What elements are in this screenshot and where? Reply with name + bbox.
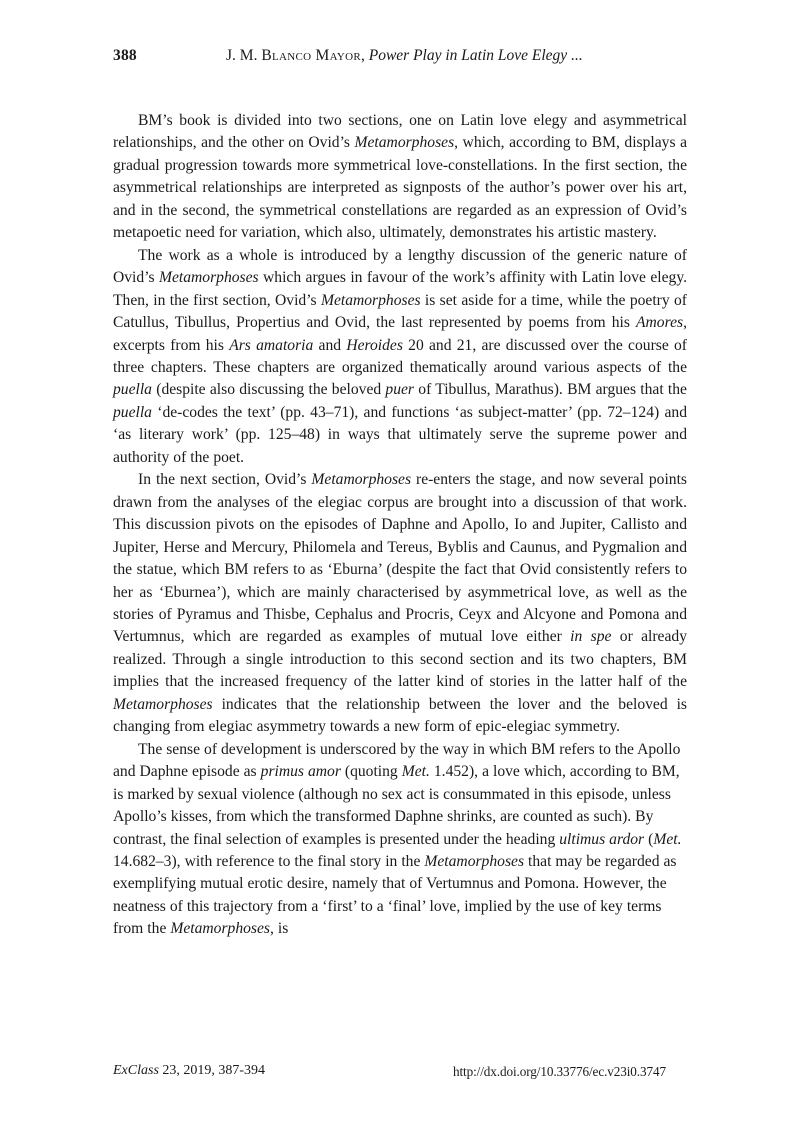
italic-run: Metamorphoses — [170, 920, 270, 938]
running-head-book-title: Power Play in Latin Love Elegy — [368, 47, 572, 64]
text-run: of Tibullus, Marathus). BM argues that the — [414, 381, 687, 399]
text-run: , excerpts from his — [113, 314, 687, 354]
text-run: which argues in favour of the work’s affinity with Latin love elegy. Then, in the first section, Ovid’s — [113, 269, 687, 309]
text-run: , which, according to BM, displays a gradual progression towards more symmetrical love-constellations. In the first section, the asymmetrical relationships are interpreted as signposts of the author’s power over his art, and in the second, the symmetrical constellations are regarded as an expression of Ovid’s metapoetic need for variation, which also, ultimately, demonstrates his artistic mastery. — [113, 134, 687, 242]
running-head-author-surname: Blanco Mayor — [261, 47, 361, 64]
italic-run: Ars amatoria — [229, 336, 314, 354]
italic-run: Met. — [653, 830, 682, 848]
body-text — [113, 110, 687, 941]
italic-run: Metamorphoses — [113, 695, 213, 713]
page-number: 388 — [113, 47, 137, 64]
page-footer — [113, 1060, 687, 1082]
italic-run: Metamorphoses — [159, 269, 259, 287]
text-run: BM’s book is divided into two sections, one on Latin love elegy and asymmetrical relationships, and the other on Ovid’s — [113, 112, 687, 152]
text-run: In the next section, Ovid’s — [138, 471, 312, 489]
text-run: or already realized. Through a single introduction to this second section and its two chapters, BM implies that the increased frequency of the latter kind of stories in the latter half of the — [113, 628, 687, 691]
text-run: (despite also discussing the beloved — [151, 381, 386, 399]
journal-name: ExClass — [113, 1063, 159, 1078]
text-run: The sense of development is underscored by the way in which BM refers to the Apollo and Daphne episode as — [113, 740, 681, 781]
running-head — [113, 44, 687, 68]
text-run: indicates that the relationship between the lover and the beloved is changing from elegiac asymmetry towards a new form of epic-elegiac symmetry. — [113, 695, 687, 736]
text-run: and — [313, 336, 347, 354]
text-run: re-enters the stage, and now several points drawn from the analyses of the elegiac corpus are brought into a discussion of that work. This discussion pivots on the episodes of Daphne and Apollo, Io and Jupiter, Callisto and Jupiter, Herse and Mercury, Philomela and Tereus, Byblis and Caunus, and Pygmalion and the statue, which BM refers to as ‘Eburna’ (despite the fact that Ovid consistently refers to her as ‘Eburnea’), which are mainly characterised by asymmetrical love, as well as the stories of Pyramus and Thisbe, Cephalus and Procris, Ceyx and Alcyone and Pomona and Vertumnus, which are regarded as examples of mutual love either — [113, 471, 687, 646]
footer-citation — [113, 1060, 265, 1082]
italic-run: Metamorphoses — [311, 471, 412, 489]
italic-run: Heroides — [346, 336, 403, 354]
italic-run: puella — [113, 403, 152, 421]
running-head-separator: , — [360, 47, 369, 64]
text-run: that may be regarded as exemplifying mutual erotic desire, namely that of Vertumnus and Pomona. However, the neatness of this trajectory from a ‘first’ to a ‘final’ love, implied by the use of key terms from the — [113, 852, 677, 938]
paragraph — [113, 469, 687, 738]
doi-link[interactable]: http://dx.doi.org/10.33776/ec.v23i0.3747 — [453, 1064, 666, 1079]
text-run: 14.682–3), with reference to the final story in the — [113, 852, 425, 870]
text-run: (quoting — [340, 763, 402, 781]
italic-run: Metamorphoses — [320, 291, 421, 309]
text-run: is set aside for a time, while the poetry of Catullus, Tibullus, Propertius and Ovid, the last represented by poems from his — [113, 291, 687, 332]
italic-run: Met. — [401, 763, 430, 781]
italic-run: in spe — [570, 628, 612, 646]
paragraph — [113, 245, 687, 470]
italic-run: ultimus ardor — [559, 830, 645, 848]
text-run: ( — [644, 830, 654, 848]
text-run: The work as a whole is introduced by a lengthy discussion of the generic nature of Ovid’s — [113, 246, 687, 287]
italic-run: puer — [385, 381, 415, 399]
text-run: 1.452), a love which, according to BM, is marked by sexual violence (although no sex act is consummated in this episode, unless Apollo’s kisses, from which the transformed Daphne shrinks, are counted as such). By contrast, the final selection of examples is presented under the heading — [113, 763, 680, 848]
paragraph — [113, 110, 687, 245]
italic-run: puella — [113, 381, 152, 399]
running-head-ellipsis: ... — [571, 47, 583, 64]
text-run: , is — [269, 920, 289, 938]
text-run: 20 and 21, are discussed over the course of three chapters. These chapters are organized thematically around various aspects of the — [113, 336, 687, 376]
journal-citation-details: 23, 2019, 387-394 — [158, 1063, 266, 1078]
running-head-author-initials: J. M. — [226, 47, 262, 64]
italic-run: Amores — [636, 314, 684, 332]
text-run: ‘de-codes the text’ (pp. 43–71), and functions ‘as subject-matter’ (pp. 72–124) and ‘as literary work’ (pp. 125–48) in ways that ultimately serve the supreme power and authority of the poet. — [113, 403, 687, 466]
paragraph — [113, 739, 687, 941]
italic-run: Metamorphoses — [424, 852, 525, 870]
running-head-title — [226, 44, 583, 68]
italic-run: Metamorphoses — [354, 134, 455, 152]
italic-run: primus amor — [260, 763, 341, 781]
